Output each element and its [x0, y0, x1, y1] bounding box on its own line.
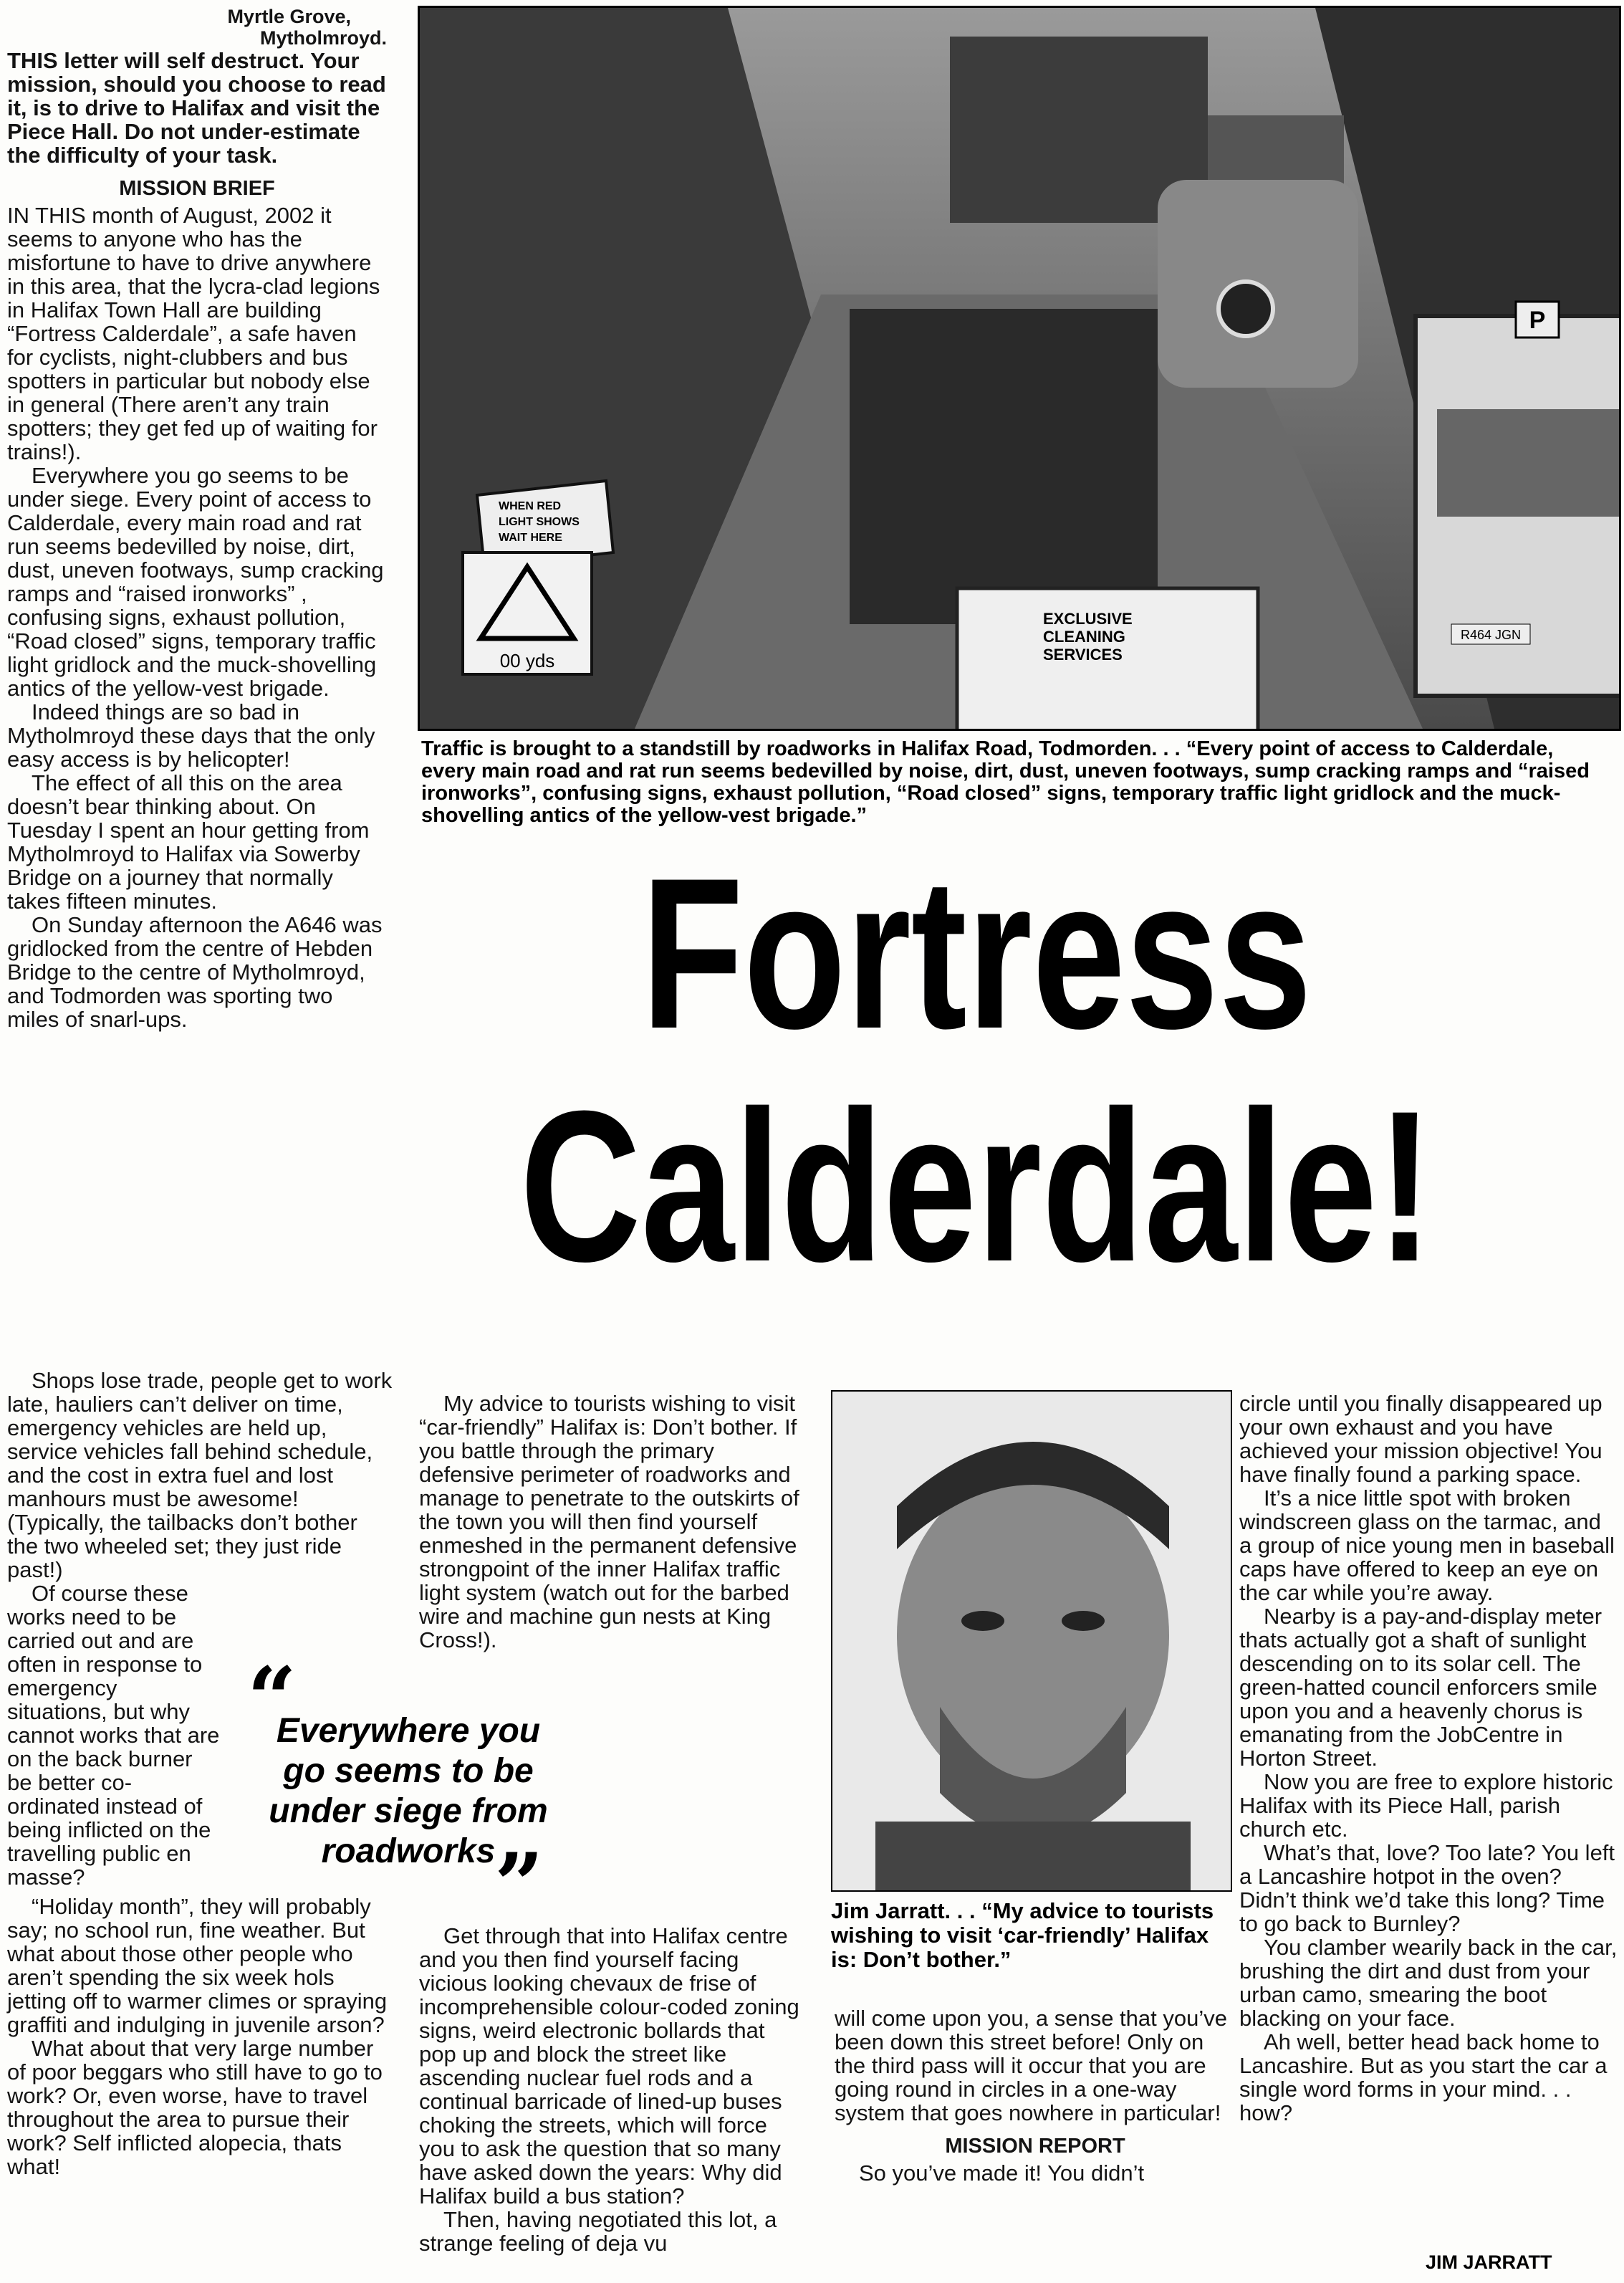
traffic-photo-caption: Traffic is brought to a standstill by roadworks in Halifax Road, Todmorden. . . “Every point of access to Calderdale, every main road and rat run seems bedevilled by noise, dirt, dust, uneven footways, sump cracking ramps and “raised ironworks”, confusing signs, exhaust pollution, “Road closed” signs, temporary traffic light gridlock and the muck-shovelling antics of the yellow-vest brigade.” [421, 737, 1590, 827]
col1-paragraph: The effect of all this on the area doesn’t bear thinking about. On Tuesday I spent an hour getting from Mytholmroyd to Halifax via Sowerby Bridge on a journey that normally takes fifteen minutes. [7, 770, 370, 914]
col2-paragraph: Then, having negotiated this lot, a strange feeling of deja vu [419, 2207, 777, 2256]
traffic-scene [420, 8, 1619, 729]
address-line-2: Mytholmroyd. [259, 27, 387, 49]
sign-text-2: LIGHT SHOWS [499, 516, 580, 528]
traffic-photo [418, 6, 1621, 731]
col2-paragraph: Get through that into Halifax centre and you then find yourself facing vicious looking chevaux de frise of incomprehensible colour-coded zoning signs, weird electronic bollards that pop up and block the street like ascending nuclear fuel rods and a continual barricade of lined-up buses choking the streets, which will force you to ask the question that so many have asked down the years: Why did Halifax build a bus station? [419, 1923, 799, 2208]
subhead-mission-brief: MISSION BRIEF [119, 177, 275, 200]
col1-paragraph: Shops lose trade, people get to work late, hauliers can’t deliver on time, emergency vehicles are held up, service vehicles fall behind schedule, and the cost in extra fuel and lost manhours must be awesome! (Typically, the tailbacks don’t bother the two wheeled set; they just ride past!) [7, 1368, 393, 1582]
col4-paragraph: Ah well, better head back home to Lancashire. But as you start the car a single word forms in your mind. . . how? [1239, 2029, 1608, 2125]
distance-sign-text: 00 yds [499, 650, 555, 671]
headline [337, 833, 1433, 1340]
sign-text-1: WHEN RED [499, 500, 562, 512]
address-line-1: Myrtle Grove, [227, 6, 351, 27]
col4-paragraph: circle until you finally disappeared up your own exhaust and you have achieved your mission objective! You have finally found a parking space. [1239, 1391, 1603, 1487]
column-2 [419, 1392, 806, 2255]
pull-quote: Everywhere you go seems to be under siege from roadworks [269, 1712, 548, 1870]
van-text-2: CLEANING [1043, 628, 1125, 646]
col1-paragraph: Indeed things are so bad in Mytholmroyd these days that the only easy access is by helicopter! [7, 699, 375, 772]
van-text-1: EXCLUSIVE [1043, 610, 1133, 628]
col3-report: So you’ve made it! You didn’t [859, 2160, 1145, 2186]
parking-sign-text: P [1529, 307, 1546, 334]
column-1 [7, 6, 387, 1031]
portrait-photo [831, 1390, 1232, 1892]
intro-paragraph: THIS letter will self destruct. Your mission, should you choose to read it, is to drive to Halifax and visit the Piece Hall. Do not under-estimate the difficulty of your task. [7, 48, 386, 168]
plate-text: R464 JGN [1460, 628, 1522, 642]
sign-text-3: WAIT HERE [499, 532, 562, 544]
column-3 [835, 2006, 1236, 2185]
portrait-caption: Jim Jarratt. . . “My advice to tourists wishing to visit ‘car-friendly’ Halifax is: Don’t bother.” [831, 1898, 1214, 1972]
col4-paragraph: What’s that, love? Too late? You left a Lancashire hotpot in the oven? Didn’t think we’d take this long? Time to go back to Burnley? [1239, 1840, 1615, 1936]
col1-paragraph: On Sunday afternoon the A646 was gridlocked from the centre of Hebden Bridge to the centre of Mytholmroyd, and Todmorden was sporting two miles of snarl-ups. [7, 912, 383, 1032]
col1-paragraph: Of course these works need to be carried out and are often in response to emergency situations, but why cannot works that are on the back burner be better co-ordinated instead of being inflicted on the travelling public en masse? [7, 1581, 220, 1890]
col4-paragraph: Nearby is a pay-and-display meter thats actually got a shaft of sunlight descending on to its solar cell. The green-hatted council enforcers smile upon you and a heavenly chorus is emanating from the JobCentre in Horton Street. [1239, 1604, 1603, 1771]
col1-paragraph: “Holiday month”, they will probably say; no school run, fine weather. But what about those other people who aren’t spending the six week hols jetting off to warmer climes or spraying graffiti and indulging in juvenile arson? [7, 1894, 388, 2037]
headline-line-2: Calderdale! [519, 1066, 1433, 1306]
col4-paragraph: It’s a nice little spot with broken windscreen glass on the tarmac, and a group of nice young men in baseball caps have offered to keep an eye on the car while you’re away. [1239, 1485, 1615, 1605]
col4-paragraph: You clamber wearily back in the car, brushing the dirt and dust from your urban camo, smearing the boot blacking on your face. [1239, 1935, 1618, 2031]
col4-paragraph: Now you are free to explore historic Halifax with its Piece Hall, parish church etc. [1239, 1769, 1613, 1842]
byline: JIM JARRATT [1426, 2251, 1552, 2273]
portrait-image [832, 1392, 1231, 1890]
col2-paragraph: My advice to tourists wishing to visit “car-friendly” Halifax is: Don’t bother. If you battle through the primary defensive perimeter of roadworks and manage to penetrate to the outskirts of the town you will then find yourself enmeshed in the permanent defensive strongpoint of the inner Halifax traffic light system (watch out for the barbed wire and machine gun nests at King Cross!). [419, 1391, 799, 1652]
col3-paragraph: will come upon you, a sense that you’ve been down this street before! Only on the third pass will it occur that you are going round in circles in a one-way system that goes nowhere in particular! [835, 2006, 1227, 2125]
subhead-mission-report: MISSION REPORT [945, 2135, 1125, 2158]
col1-paragraph: IN THIS month of August, 2002 it seems to anyone who has the misfortune to have to drive anywhere in this area, that the lycra-clad legions in Halifax Town Hall are building “Fortress Calderdale”, a safe haven for cyclists, night-clubbers and bus spotters in particular but nobody else in general (There aren’t any train spotters; they get fed up of waiting for trains!). [7, 203, 380, 464]
col1-paragraph: Everywhere you go seems to be under siege. Every point of access to Calderdale, every main road and rat run seems bedevilled by noise, dirt, dust, uneven footways, sump cracking ramps and “raised ironworks” , confusing signs, exhaust pollution, “Road closed” signs, temporary traffic light gridlock and the muck-shovelling antics of the yellow-vest brigade. [7, 463, 384, 701]
col1-paragraph: What about that very large number of poor beggars who still have to go to work? Or, even worse, have to travel throughout the area to pursue their work? Self inflicted alopecia, thats what! [7, 2036, 383, 2179]
headline-line-1: Fortress [640, 833, 1312, 1073]
close-quote-mark: ” [494, 1834, 544, 1935]
van-text-3: SERVICES [1043, 646, 1123, 664]
column-4 [1239, 1392, 1619, 2125]
open-quote-mark: “ [247, 1648, 297, 1749]
